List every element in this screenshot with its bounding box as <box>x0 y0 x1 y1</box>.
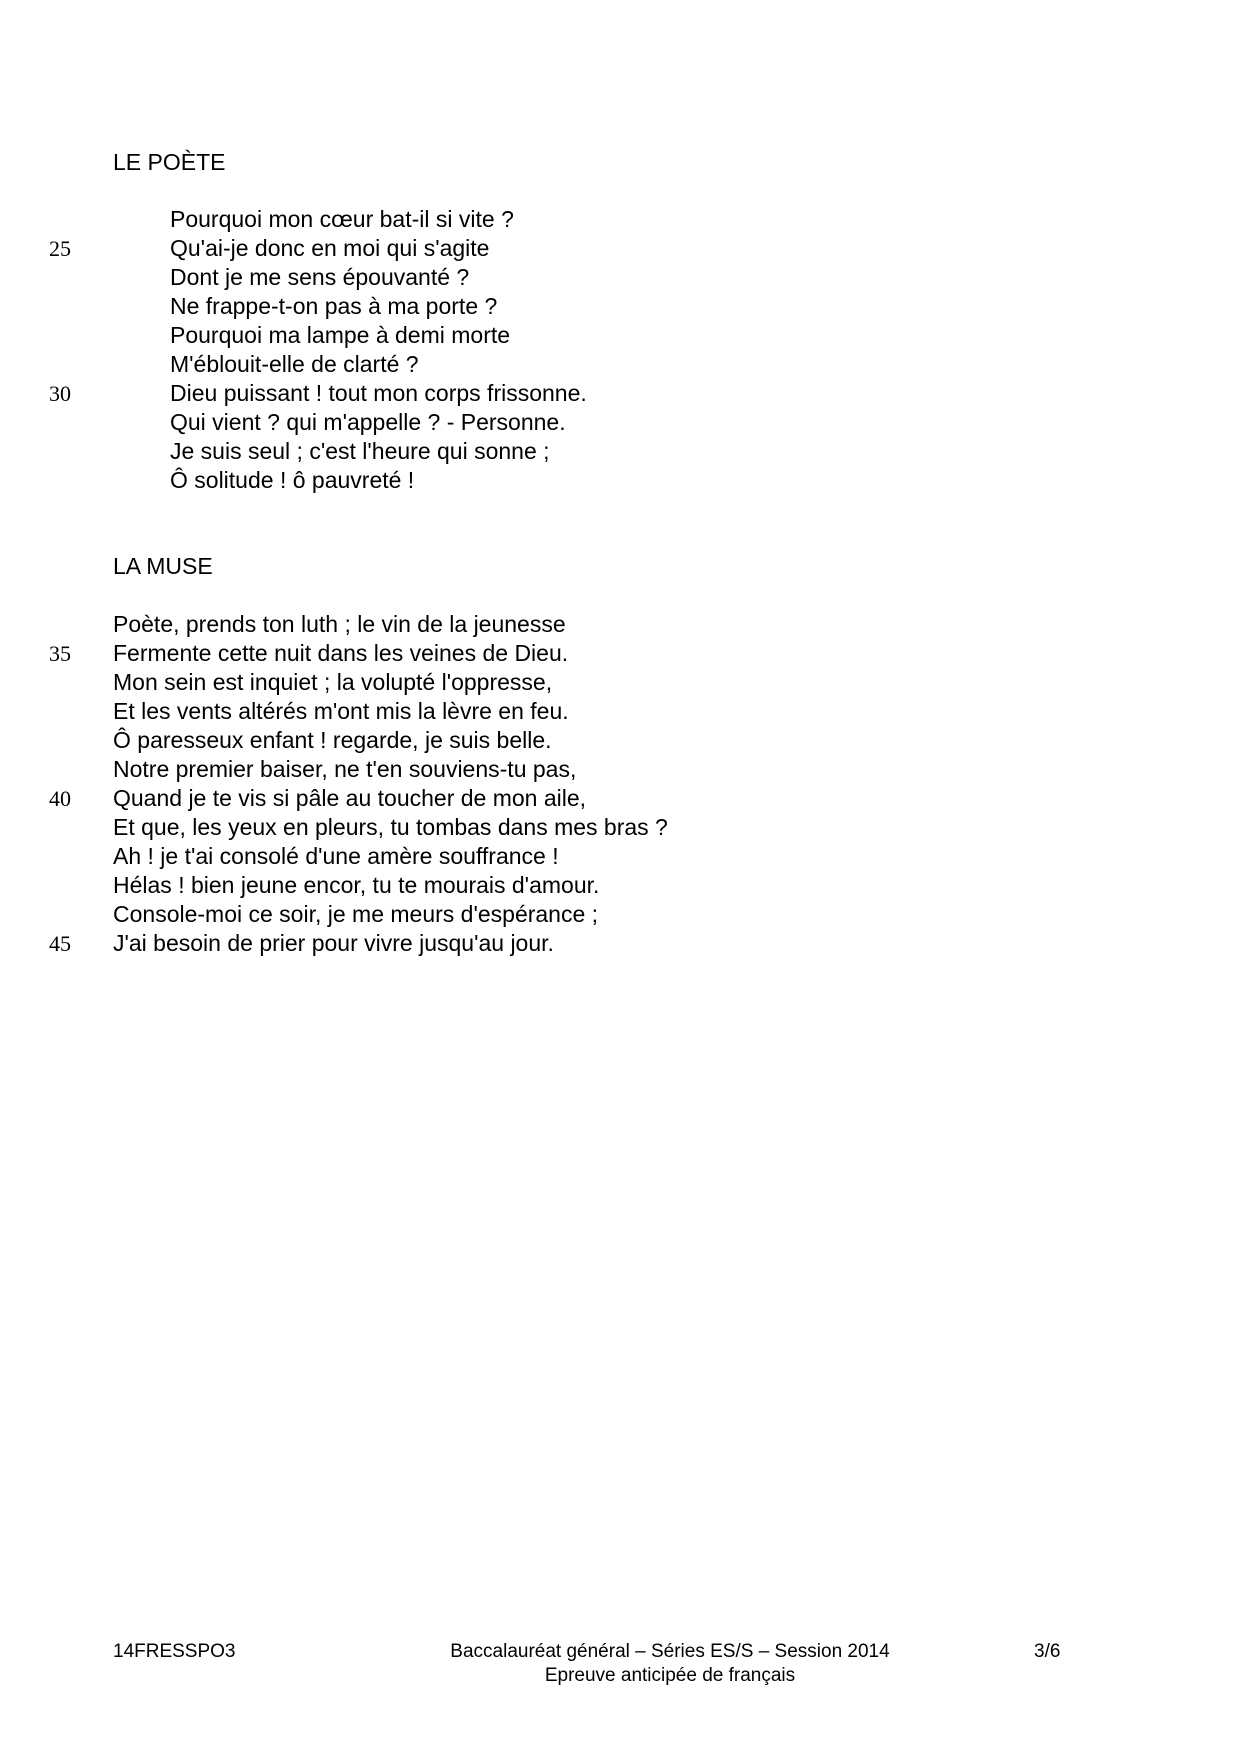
verse-line <box>0 929 1000 958</box>
page-number: 3/6 <box>1034 1641 1061 1662</box>
verse-line <box>0 755 1000 784</box>
verse-line <box>0 321 1000 350</box>
speaker-heading-muse: LA MUSE <box>113 553 213 579</box>
verse-text: Ne frappe-t-on pas à ma porte ? <box>170 293 498 319</box>
verse-line <box>0 871 1000 900</box>
exam-subtitle: Epreuve anticipée de français <box>544 1665 796 1686</box>
verse-line <box>0 437 1000 466</box>
line-number: 30 <box>49 381 71 406</box>
exam-code: 14FRESSPO3 <box>113 1641 236 1662</box>
verse-text: Console-moi ce soir, je me meurs d'espérance ; <box>113 901 599 927</box>
verse-text: Ô paresseux enfant ! regarde, je suis belle. <box>113 727 552 753</box>
verse-line <box>0 379 1000 408</box>
verse-line <box>0 350 1000 379</box>
verse-text: Qui vient ? qui m'appelle ? - Personne. <box>170 409 566 435</box>
verse-text: Qu'ai-je donc en moi qui s'agite <box>170 235 490 261</box>
line-number: 25 <box>49 236 71 261</box>
verse-text: Pourquoi ma lampe à demi morte <box>170 322 511 348</box>
stanza-poete <box>0 205 1000 495</box>
verse-text: Dont je me sens épouvanté ? <box>170 264 470 290</box>
verse-line <box>0 726 1000 755</box>
line-number: 35 <box>49 641 71 666</box>
verse-line <box>0 234 1000 263</box>
verse-text: Hélas ! bien jeune encor, tu te mourais d'amour. <box>113 872 600 898</box>
verse-text: Quand je te vis si pâle au toucher de mon aile, <box>113 785 587 811</box>
line-number: 40 <box>49 786 71 811</box>
verse-line <box>0 668 1000 697</box>
verse-line <box>0 292 1000 321</box>
verse-line <box>0 784 1000 813</box>
verse-text: J'ai besoin de prier pour vivre jusqu'au jour. <box>113 930 554 956</box>
verse-line <box>0 900 1000 929</box>
verse-text: Mon sein est inquiet ; la volupté l'oppresse, <box>113 669 553 695</box>
line-number: 45 <box>49 931 71 956</box>
verse-line <box>0 697 1000 726</box>
verse-text: Poète, prends ton luth ; le vin de la jeunesse <box>113 611 566 637</box>
stanza-muse <box>0 610 1000 958</box>
verse-line <box>0 466 1000 495</box>
verse-text: Dieu puissant ! tout mon corps frissonne. <box>170 380 587 406</box>
exam-info <box>380 1640 960 1688</box>
verse-line <box>0 610 1000 639</box>
exam-title: Baccalauréat général – Séries ES/S – Session 2014 <box>450 1641 890 1662</box>
verse-line <box>0 842 1000 871</box>
verse-text: Et que, les yeux en pleurs, tu tombas dans mes bras ? <box>113 814 668 840</box>
speaker-heading-poete: LE POÈTE <box>113 149 226 175</box>
verse-text: Pourquoi mon cœur bat-il si vite ? <box>170 206 514 232</box>
verse-line <box>0 813 1000 842</box>
verse-text: Je suis seul ; c'est l'heure qui sonne ; <box>170 438 550 464</box>
verse-text: Notre premier baiser, ne t'en souviens-tu pas, <box>113 756 577 782</box>
verse-text: Ô solitude ! ô pauvreté ! <box>170 467 415 493</box>
verse-line <box>0 639 1000 668</box>
verse-text: Fermente cette nuit dans les veines de Dieu. <box>113 640 569 666</box>
verse-text: M'éblouit-elle de clarté ? <box>170 351 419 377</box>
verse-line <box>0 263 1000 292</box>
verse-line <box>0 205 1000 234</box>
verse-line <box>0 408 1000 437</box>
verse-text: Ah ! je t'ai consolé d'une amère souffrance ! <box>113 843 559 869</box>
verse-text: Et les vents altérés m'ont mis la lèvre en feu. <box>113 698 569 724</box>
